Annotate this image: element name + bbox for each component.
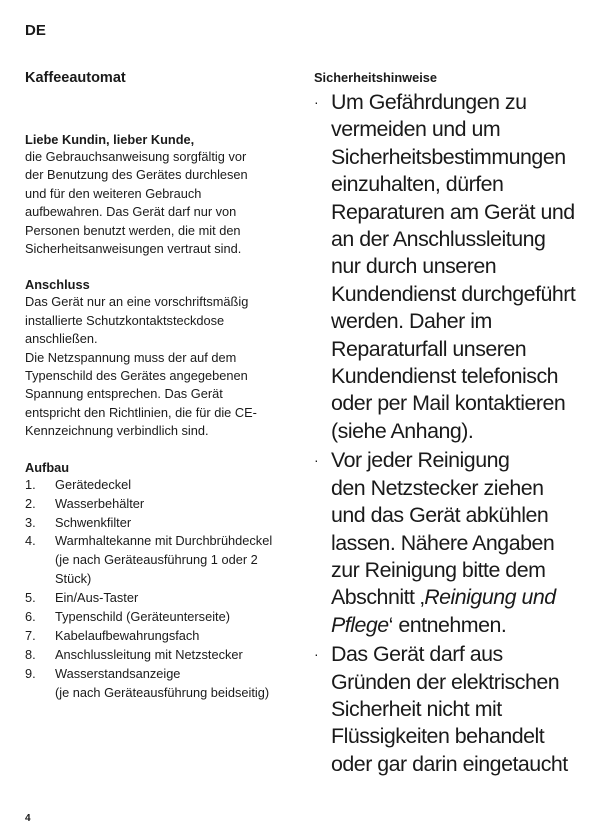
item-line: Warmhaltekanne mit Durchbrühdeckel <box>55 533 273 549</box>
bullet-line: Reparaturen am Gerät und <box>331 199 575 224</box>
bullet-line: werden. Daher im <box>331 309 492 334</box>
connection-paragraph <box>25 293 295 440</box>
bullet-line: vermeiden und um <box>331 117 501 142</box>
list-item <box>25 608 295 627</box>
bullet-line: und das Gerät abkühlen <box>331 503 549 528</box>
bullet-line: Kundendienst telefonisch <box>331 364 559 389</box>
item-text <box>55 476 295 495</box>
bullet-line: oder gar darin eingetaucht <box>331 751 568 776</box>
safety-item-cleaning <box>314 447 604 639</box>
item-text <box>55 665 295 703</box>
bullet-icon: · <box>314 94 319 110</box>
item-line: Gerätedeckel <box>55 476 132 492</box>
bullet-line: lassen. Nähere Angaben <box>331 530 555 555</box>
bullet-line: Um Gefährdungen zu <box>331 90 527 114</box>
line-prefix: Abschnitt ‚ <box>331 585 425 610</box>
item-text <box>55 532 295 589</box>
item-number: 8. <box>25 646 36 662</box>
safety-heading: Sicherheitshinweise <box>314 70 438 85</box>
safety-item-liquids <box>314 641 604 778</box>
list-item <box>25 476 295 495</box>
item-number: 4. <box>25 533 36 549</box>
list-item <box>25 532 295 589</box>
bullet-icon: · <box>314 452 319 469</box>
bullet-line: zur Reinigung bitte dem <box>331 557 546 582</box>
connection-section <box>25 276 295 440</box>
bullet-line <box>331 612 604 639</box>
item-number: 1. <box>25 476 36 492</box>
bullet-line: Flüssigkeiten behandelt <box>331 724 545 749</box>
bullet-icon: · <box>314 646 319 663</box>
item-text <box>55 608 295 627</box>
list-item <box>25 495 295 514</box>
bullet-line: Vor jeder Reinigung <box>331 448 510 473</box>
item-line: Kabelaufbewahrungsfach <box>55 627 200 643</box>
safety-list <box>314 89 604 778</box>
connection-line: Spannung entsprechen. Das Gerät <box>25 386 223 402</box>
assembly-section <box>25 459 295 703</box>
bullet-line: einzuhalten, dürfen <box>331 172 504 197</box>
item-text <box>55 495 295 514</box>
connection-heading: Anschluss <box>25 277 90 293</box>
item-line: Anschlussleitung mit Netzstecker <box>55 646 243 662</box>
bullet-line: Sicherheit nicht mit <box>331 696 502 721</box>
item-line: Ein/Aus-Taster <box>55 590 139 606</box>
language-code: DE <box>25 22 46 39</box>
item-line: Stück) <box>55 571 92 587</box>
bullet-line: an der Anschlussleitung <box>331 227 546 252</box>
item-number: 3. <box>25 514 36 530</box>
greeting-line: der Benutzung des Gerätes durchlesen <box>25 167 248 183</box>
bullet-line: den Netzstecker ziehen <box>331 475 544 500</box>
right-column <box>314 70 604 780</box>
connection-line: Das Gerät nur an eine vorschriftsmäßig <box>25 294 249 310</box>
item-line: Schwenkfilter <box>55 514 132 530</box>
list-item <box>25 589 295 608</box>
parts-list <box>25 476 295 703</box>
bullet-line <box>331 584 604 611</box>
greeting-section <box>25 131 295 258</box>
item-line: (je nach Geräteausführung beidseitig) <box>55 684 270 700</box>
bullet-line: Kundendienst durchgeführt <box>331 281 576 306</box>
item-line: Typenschild (Geräteunterseite) <box>55 609 230 625</box>
list-item <box>25 514 295 533</box>
bullet-line: Gründen der elektrischen <box>331 669 560 694</box>
connection-line: installierte Schutzkontaktsteckdose <box>25 312 225 328</box>
section-reference: Pflege <box>331 612 389 637</box>
page-number: 4 <box>25 813 31 824</box>
item-number: 2. <box>25 495 36 511</box>
item-line: (je nach Geräteausführung 1 oder 2 <box>55 552 258 568</box>
item-text <box>55 627 295 646</box>
bullet-line: Sicherheitsbestimmungen <box>331 144 566 169</box>
greeting-line: Sicherheitsanweisungen vertraut sind. <box>25 241 242 257</box>
bullet-line: Das Gerät darf aus <box>331 642 503 667</box>
bullet-line: nur durch unseren <box>331 254 497 279</box>
greeting-line: Personen benutzt werden, die mit den <box>25 222 241 238</box>
bullet-line: (siehe Anhang). <box>331 418 474 443</box>
item-number: 5. <box>25 590 36 606</box>
assembly-heading: Aufbau <box>25 459 70 475</box>
connection-line: Kennzeichnung verbindlich sind. <box>25 423 209 439</box>
item-number: 6. <box>25 609 36 625</box>
item-line: Wasserstandsanzeige <box>55 665 181 681</box>
greeting-paragraph <box>25 148 295 258</box>
item-line: Wasserbehälter <box>55 495 145 511</box>
left-column <box>25 70 295 703</box>
item-text <box>55 589 295 608</box>
connection-line: entspricht den Richtlinien, die für die CE- <box>25 404 257 420</box>
list-item <box>25 627 295 646</box>
item-text <box>55 514 295 533</box>
document-title: Kaffeeautomat <box>25 70 126 86</box>
item-number: 9. <box>25 665 36 681</box>
connection-line: Die Netzspannung muss der auf dem <box>25 349 237 365</box>
line-suffix: ‘ entnehmen. <box>388 612 507 637</box>
bullet-line: oder per Mail kontaktieren <box>331 391 566 416</box>
bullet-line: Reparaturfall unseren <box>331 336 527 361</box>
greeting-line: aufbewahren. Das Gerät darf nur von <box>25 204 237 220</box>
item-text <box>55 646 295 665</box>
connection-line: Typenschild des Gerätes angegebenen <box>25 368 248 384</box>
list-item <box>25 665 295 703</box>
greeting-heading: Liebe Kundin, lieber Kunde, <box>25 132 195 147</box>
connection-line: anschließen. <box>25 331 98 347</box>
safety-item-repairs <box>314 89 604 445</box>
section-reference: Reinigung und <box>424 585 556 610</box>
list-item <box>25 646 295 665</box>
greeting-line: die Gebrauchsanweisung sorgfältig vor <box>25 149 247 164</box>
item-number: 7. <box>25 627 36 643</box>
greeting-line: und für den weiteren Gebrauch <box>25 185 202 201</box>
